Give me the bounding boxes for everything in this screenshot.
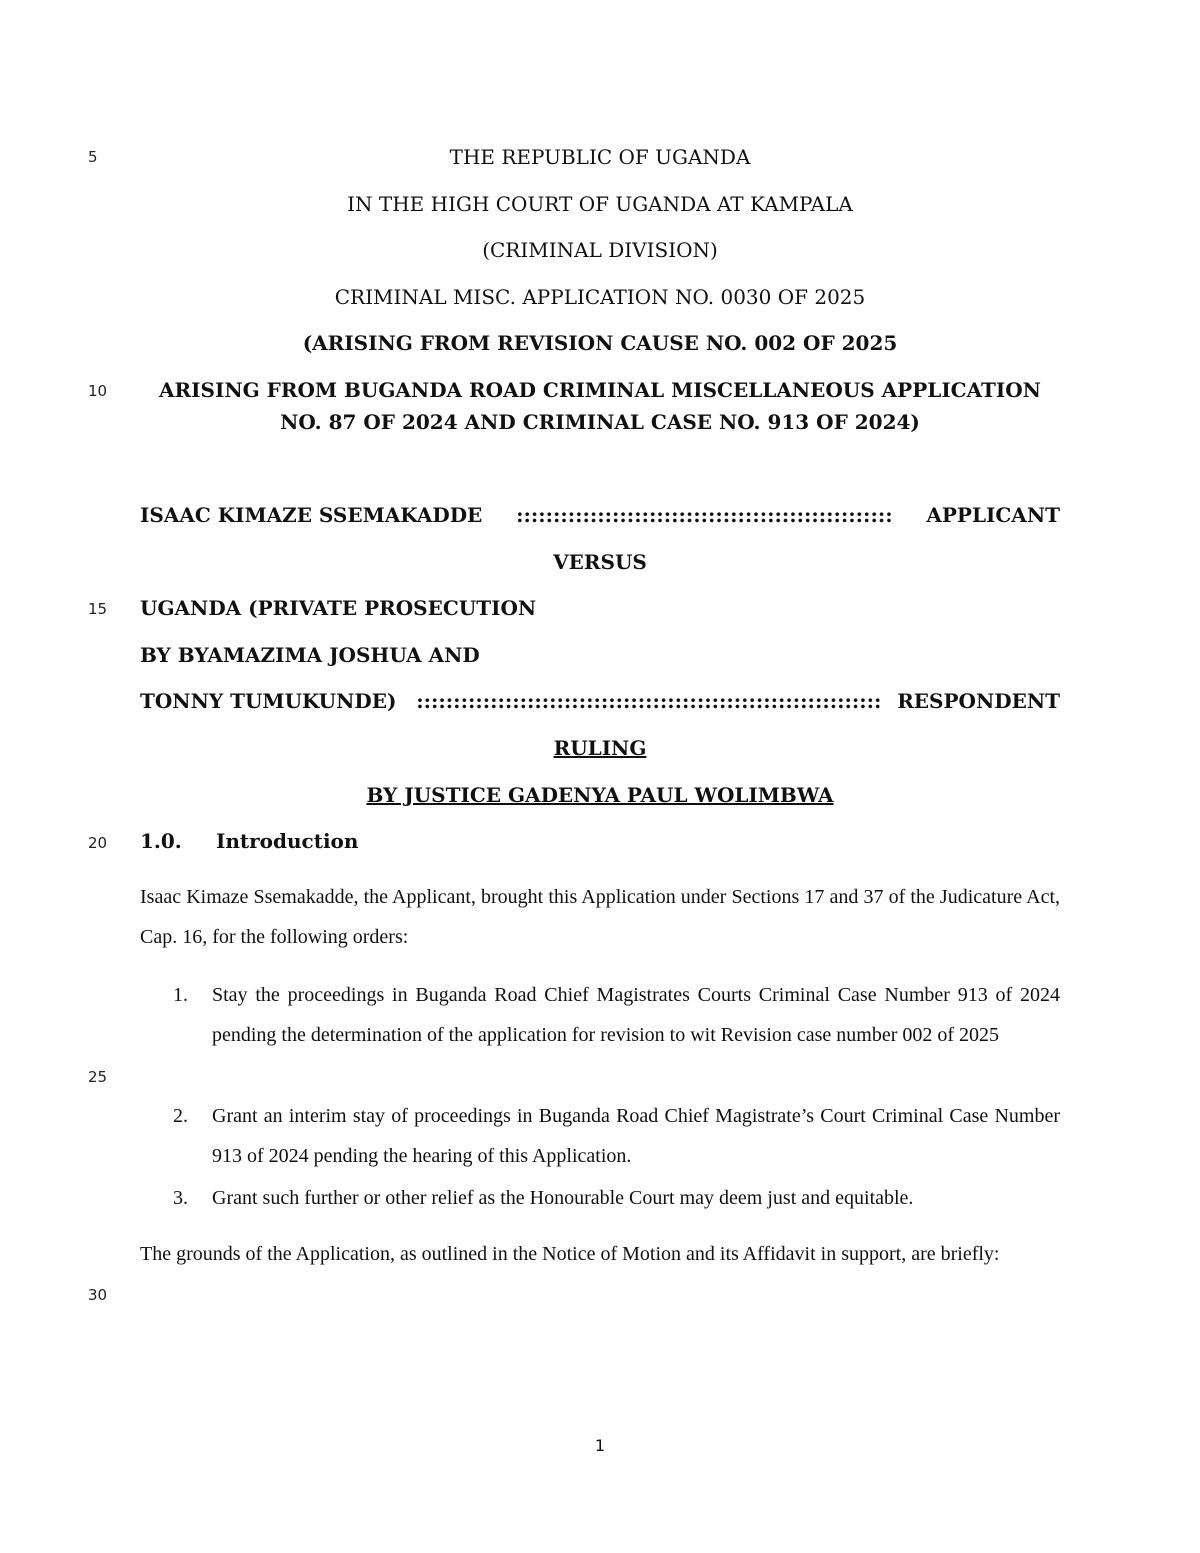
intro-paragraph: Isaac Kimaze Ssemakadde, the Applicant, brought this Application under Sections 17 and 37 of the Judicature Act, Cap. 16, for the following orders: xyxy=(140,886,1060,948)
grounds-paragraph: The grounds of the Application, as outlined in the Notice of Motion and its Affidavit in support, are briefly: xyxy=(140,1243,1000,1265)
applicant-name: ISAAC KIMAZE SSEMAKADDE xyxy=(140,503,483,527)
court-heading: IN THE HIGH COURT OF UGANDA AT KAMPALA xyxy=(347,192,853,216)
section-number: 1.0. xyxy=(140,829,182,853)
respondent-line-1: UGANDA (PRIVATE PROSECUTION xyxy=(140,596,537,620)
applicant-line xyxy=(140,503,1060,527)
line-number: 25 xyxy=(88,1068,108,1086)
section-heading xyxy=(140,829,359,853)
list-item-number: 2. xyxy=(173,1105,188,1127)
list-item-text: Grant an interim stay of proceedings in Buganda Road Chief Magistrate’s Court Criminal Case Number 913 of 2024 pending the hearing of this Application. xyxy=(212,1105,1060,1167)
division-heading: (CRIMINAL DIVISION) xyxy=(482,238,718,262)
application-heading: CRIMINAL MISC. APPLICATION NO. 0030 OF 2025 xyxy=(334,285,866,309)
list-item-text: Grant such further or other relief as the Honourable Court may deem just and equitable. xyxy=(212,1187,914,1209)
respondent-line xyxy=(140,689,1060,713)
applicant-dots: ::::::::::::::::::::::::::::::::::::::::::::::::::: xyxy=(516,503,893,527)
versus-heading: VERSUS xyxy=(553,550,647,574)
list-item xyxy=(140,1178,1060,1218)
arising-line-2: ARISING FROM BUGANDA ROAD CRIMINAL MISCELLANEOUS APPLICATION xyxy=(159,378,1041,402)
page-number: 1 xyxy=(594,1436,606,1455)
ruling-title: RULING xyxy=(553,736,647,760)
line-number: 20 xyxy=(88,834,108,852)
respondent-label: RESPONDENT xyxy=(897,689,1060,713)
applicant-label: APPLICANT xyxy=(926,503,1060,527)
list-item-number: 1. xyxy=(173,984,188,1006)
arising-line-3: NO. 87 OF 2024 AND CRIMINAL CASE NO. 913 OF 2024) xyxy=(280,410,920,434)
list-item xyxy=(140,1096,1060,1176)
list-item-text: Stay the proceedings in Buganda Road Chief Magistrates Courts Criminal Case Number 913 of 2024 pending the determination of the application for revision to wit Revision case number 002 of 2025 xyxy=(212,984,1060,1046)
respondent-name: TONNY TUMUKUNDE) xyxy=(140,689,397,713)
republic-heading: THE REPUBLIC OF UGANDA xyxy=(449,145,751,169)
list-item-number: 3. xyxy=(173,1187,188,1209)
line-number: 10 xyxy=(88,382,108,400)
line-number: 5 xyxy=(88,148,98,166)
respondent-dots: ::::::::::::::::::::::::::::::::::::::::::::::::::::::::::::::: xyxy=(416,689,882,713)
section-title: Introduction xyxy=(216,829,359,853)
ruling-author: BY JUSTICE GADENYA PAUL WOLIMBWA xyxy=(366,783,834,807)
arising-line-1: (ARISING FROM REVISION CAUSE NO. 002 OF 2025 xyxy=(302,331,898,355)
line-number: 15 xyxy=(88,600,108,618)
respondent-line-2: BY BYAMAZIMA JOSHUA AND xyxy=(140,643,480,667)
line-number: 30 xyxy=(88,1286,108,1304)
list-item xyxy=(140,975,1060,1095)
